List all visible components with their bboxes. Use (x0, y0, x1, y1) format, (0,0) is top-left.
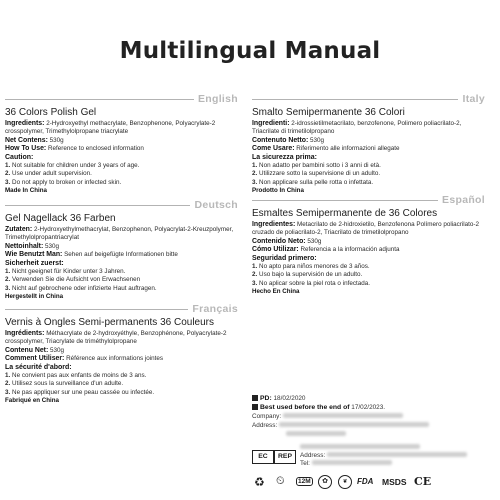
redacted-text (327, 452, 467, 457)
caution-label: Seguridad primero: (252, 255, 317, 263)
language-label: Español (438, 194, 485, 206)
how-to-use-line: Come Usare: Riferimento alle informazioni allegate (252, 144, 400, 152)
ingredients-line: Ingredients: 2-Hydroxyethyl methacrylate, Benzophenone, Polyacrylate-2 crosspolymer, Trimethylolpropane triacrylate (5, 120, 216, 136)
msds-icon: MSDS (382, 477, 407, 487)
caution-item: 2. Uso bajo la supervisión de un adulto. (252, 271, 363, 279)
divider (252, 99, 485, 100)
how-to-use-line: How To Use: Reference to enclosed information (5, 144, 144, 152)
product-title: Smalto Semipermanente 36 Colori (252, 107, 405, 118)
section-francais (5, 304, 238, 405)
section-italy (252, 94, 485, 195)
section-header (5, 200, 238, 212)
redacted-text (283, 413, 403, 418)
redacted-text (279, 422, 429, 427)
product-title: Esmaltes Semipermanente de 36 Colores (252, 208, 438, 219)
product-title: 36 Colors Polish Gel (5, 107, 97, 118)
section-header (5, 304, 238, 316)
caution-label: Sicherheit zuerst: (5, 260, 64, 268)
caution-item: 3. No aplicar sobre la piel rota o infectada. (252, 279, 370, 287)
ingredients-line: Ingrédients: Méthacrylate de 2-hydroxyéthyle, Benzophénone, Polyacrylate-2 crosspolymer, Triacrylate de triméthylolpropane (5, 330, 227, 346)
fda-icon: FDA (357, 477, 374, 486)
section-espanol (252, 195, 485, 296)
caution-label: Caution: (5, 154, 34, 162)
redacted-text (312, 460, 392, 465)
made-in-label: Prodotto In China (252, 187, 304, 195)
how-to-use-line: Comment Utiliser: Référence aux informations jointes (5, 354, 164, 362)
caution-label: La sécurité d'abord: (5, 364, 72, 372)
language-label: Français (188, 303, 238, 315)
section-header (252, 195, 485, 207)
certification-symbols (252, 475, 492, 491)
language-label: Italy (458, 93, 485, 105)
rep-label: REP (274, 450, 296, 464)
language-label: Deutsch (190, 199, 238, 211)
section-header (252, 94, 485, 106)
made-in-label: Made In China (5, 187, 47, 195)
caution-item: 1. Nicht geeignet für Kinder unter 3 Jahren. (5, 268, 126, 276)
made-in-label: Hergestellt in China (5, 293, 64, 301)
net-contents-line: Contenuto Netto: 530g (252, 136, 325, 144)
page-title: Multilingual Manual (119, 38, 381, 64)
caution-item: 1. Ne convient pas aux enfants de moins de 3 ans. (5, 372, 147, 380)
caution-item: 2. Use under adult supervision. (5, 170, 92, 178)
timer-icon: ⏲ (276, 475, 285, 487)
ingredients-line: Ingredientes: Metacrilato de 2-hidroxietilo, Benzofenona Polímero poliacrilato-2 cruzado de poliacrilato-2, Triacrilato de trimetilolpropano (252, 221, 480, 237)
made-in-label: Fabriqué en China (5, 397, 59, 405)
caution-label: La sicurezza prima: (252, 154, 317, 162)
caution-item: 3. Ne pas appliquer sur une peau cassée ou infectée. (5, 388, 155, 396)
section-deutsch (5, 200, 238, 301)
caution-item: 3. Non applicare sulla pelle rotta o infettata. (252, 178, 374, 186)
net-contents-line: Nettoinhalt: 530g (5, 242, 60, 250)
caution-item: 1. Not suitable for children under 3 years of age. (5, 162, 140, 170)
manufacturer-info (252, 394, 492, 489)
ec-label: EC (252, 450, 274, 464)
leaf-icon: ❦ (338, 475, 352, 489)
section-english (5, 94, 238, 195)
caution-item: 2. Utilizzare sotto la supervisione di un adulto. (252, 170, 381, 178)
caution-item: 2. Verwenden Sie die Aufsicht von Erwachsenen (5, 276, 141, 284)
address-row-2 (252, 430, 492, 439)
how-to-use-line: Wie Benutzt Man: Sehen auf beigefügte Informationen bitte (5, 250, 178, 258)
made-in-label: Hecho En China (252, 288, 300, 296)
net-contents-line: Contenu Net: 530g (5, 346, 65, 354)
redacted-text (300, 444, 420, 449)
caution-item: 3. Do not apply to broken or infected skin. (5, 178, 122, 186)
factory-icon (252, 395, 258, 401)
net-contents-line: Contenido Neto: 530g (252, 237, 322, 245)
how-to-use-line: Cómo Utilizar: Referencia a la información adjunta (252, 245, 400, 253)
product-title: Gel Nagellack 36 Farben (5, 213, 116, 224)
recycle-icon: ♻ (254, 475, 265, 489)
production-date-row: PD: 18/02/2020 (252, 394, 492, 403)
ce-mark-icon: CE (414, 475, 432, 488)
address-row: Address: (252, 421, 492, 430)
net-contents-line: Net Contens: 530g (5, 136, 64, 144)
section-header (5, 94, 238, 106)
language-label: English (194, 93, 238, 105)
redacted-text (286, 431, 346, 436)
hourglass-icon (252, 404, 258, 410)
best-before-row: Best used before the end of 17/02/2023. (252, 403, 492, 412)
ec-rep-details: Address: Tel: (300, 444, 467, 468)
no-animal-testing-icon: ✿ (318, 475, 332, 489)
caution-item: 3. Nicht auf gebrochene oder infizierte Haut auftragen. (5, 284, 157, 292)
product-title: Vernis à Ongles Semi-permanents 36 Couleurs (5, 317, 214, 328)
caution-item: 1. No apto para niños menores de 3 años. (252, 263, 370, 271)
caution-item: 1. Non adatto per bambini sotto i 3 anni di età. (252, 162, 381, 170)
ingredients-line: Zutaten: 2-Hydroxyethylmethacrylat, Benzophenon, Polyacrylat-2-Kreuzpolymer, Trimethylolpropantriacrylat (5, 226, 234, 242)
caution-item: 2. Utilisez sous la surveillance d'un adulte. (5, 380, 124, 388)
ingredients-line: Ingredienti: 2-idrossietilmetacrilato, benzofenone, Polimero poliacrilato-2, Triacrilate di trimetilolpropano (252, 120, 462, 136)
pao-12m-icon: 12M (298, 478, 311, 485)
company-row: Company: (252, 412, 492, 421)
